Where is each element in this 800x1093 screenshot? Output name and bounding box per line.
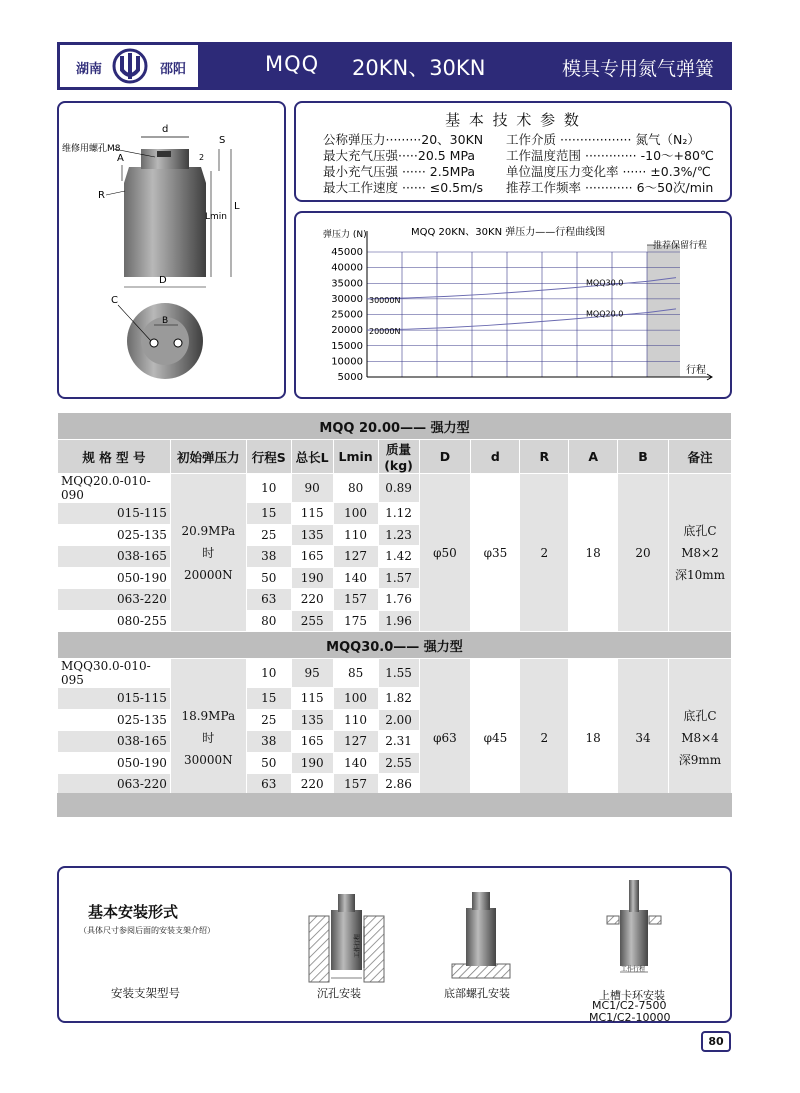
note-line: 深10mm [674,567,726,582]
value-cell: 100 [333,688,378,710]
dim-stroke-label: 工作行程 [621,966,646,973]
model-cell: 015-115 [58,503,171,525]
value-cell: 38 [246,546,291,568]
value-cell: 127 [333,731,378,753]
model-cell: 038-165 [58,546,171,568]
dim-2-label: 2 [199,153,205,162]
dim-A-cell: 18 [569,659,618,817]
value-cell: 140 [333,752,378,774]
dim-r-label: R [98,190,105,201]
value-cell: 85 [333,659,378,688]
col-header: Lmin [333,440,378,474]
value-cell: 1.12 [378,503,419,525]
value-cell: 25 [246,709,291,731]
series-start-label: 20000N [369,327,401,337]
value-cell: 115 [291,503,333,525]
method-bottom-thread: 底部螺孔安装 [444,987,510,1000]
value-cell: 25 [246,524,291,546]
dim-d-cell: φ35 [471,474,520,632]
groove-ring-mount-diagram [607,880,661,973]
dim-D-cell: φ50 [419,474,471,632]
value-cell: 157 [333,774,378,796]
page-number: 80 [701,1031,731,1052]
note-cell [669,474,732,632]
spec-right-3: 推荐工作频率 ············ 6～50次/min [506,180,714,195]
cylinder-shoulder [124,167,206,183]
value-cell: 140 [333,567,378,589]
force-line: 18.9MPa [181,708,236,723]
chart-panel [294,211,732,399]
value-cell: 50 [246,567,291,589]
spec-right-2: 单位温度压力变化率 ······ ±0.3%/℃ [506,164,711,179]
specs-panel [294,101,732,202]
value-cell: 1.23 [378,524,419,546]
note-line: 底孔C [683,708,717,723]
header-force: 20KN、30KN [352,56,486,80]
force-line: 时 [202,730,215,745]
spec-left-2: 最小充气压强 ······ 2.5MPa [323,164,476,179]
value-cell: 115 [291,688,333,710]
header-model: MQQ [265,52,320,76]
y-tick-label: 15000 [331,340,363,352]
note-line: M8×4 [681,730,719,745]
reserve-stroke-area [647,245,680,377]
dim-dia-label: D [159,275,167,286]
force-line: 20.9MPa [181,523,236,538]
value-cell: 38 [246,731,291,753]
dim-c-label: C [111,295,118,306]
install-panel [57,866,732,1023]
dim-d-cell: φ45 [471,659,520,817]
spec-left-3: 最大工作速度 ······ ≤0.5m/s [323,180,484,195]
table-footer-band [57,793,732,817]
logo-text-right: 邵阳 [160,62,187,77]
value-cell: 175 [333,610,378,632]
model-cell: 038-165 [58,731,171,753]
value-cell: 110 [333,524,378,546]
bracket-label: 安装支架型号 [111,986,180,1000]
dim-s-label: S [219,135,226,146]
value-cell: 90 [291,474,333,503]
cylinder-body [124,183,206,277]
col-header: A [569,440,618,474]
method-groove-code-1: MC1/C2-10000 [589,1011,671,1024]
value-cell: 63 [246,774,291,796]
value-cell: 1.76 [378,589,419,611]
dim-B-cell: 34 [618,659,669,817]
header-product-name: 模具专用氮气弹簧 [562,58,715,80]
series-name-label: MQQ30.0 [586,278,624,288]
series-start-label: 30000N [369,295,401,305]
spec-table [57,412,732,817]
chart-title: MQQ 20KN、30KN 弹压力——行程曲线图 [411,227,606,238]
y-tick-label: 25000 [331,309,363,321]
table-row [58,659,732,688]
value-cell: 1.96 [378,610,419,632]
dimension-drawing-panel [57,101,286,399]
value-cell: 255 [291,610,333,632]
bottom-thread-mount-diagram [452,892,510,978]
value-cell: 1.55 [378,659,419,688]
reserve-label: 推荐保留行程 [653,241,708,251]
model-cell: 080-255 [58,610,171,632]
dim-b-label: B [162,316,169,326]
value-cell: 15 [246,688,291,710]
y-tick-label: 5000 [337,372,363,383]
table-row [58,474,732,503]
value-cell: 80 [333,474,378,503]
value-cell: 157 [333,589,378,611]
spec-right-1: 工作温度范围 ············· -10～+80℃ [506,148,714,163]
value-cell: 165 [291,546,333,568]
section-title-20: MQQ 20.00—— 强力型 [58,413,732,440]
value-cell: 165 [291,731,333,753]
value-cell: 80 [246,610,291,632]
force-line: 时 [202,545,215,560]
method-groove-code-0: MC1/C2-7500 [592,999,667,1012]
install-title: 基本安装形式 [88,903,179,921]
value-cell: 190 [291,752,333,774]
thread-label: 维修用螺孔M8 [62,144,121,154]
y-tick-label: 30000 [331,293,363,305]
value-cell: 110 [333,709,378,731]
note-line: 深9mm [678,752,722,767]
value-cell: 135 [291,709,333,731]
col-header: 备注 [669,440,732,474]
col-header: 初始弹压力 [170,440,246,474]
note-line: M8×2 [681,545,719,560]
col-header: R [520,440,569,474]
y-tick-label: 45000 [331,247,363,258]
value-cell: 220 [291,774,333,796]
value-cell: 10 [246,659,291,688]
model-cell: 025-135 [58,709,171,731]
y-tick-label: 40000 [331,262,363,274]
dim-d-label: d [162,124,169,135]
col-header: d [471,440,520,474]
spec-left-1: 最大充气压强·····20.5 MPa [323,148,476,163]
value-cell: 190 [291,567,333,589]
value-cell: 135 [291,524,333,546]
col-header: 质量(kg) [378,440,419,474]
series-name-label: MQQ20.0 [586,309,624,319]
y-axis-label: 弹压力 (N) [323,230,367,240]
logo-text-left: 湖南 [76,62,103,77]
value-cell: 100 [333,503,378,525]
col-header: D [419,440,471,474]
dim-a-label: A [117,153,124,164]
col-header: 总长L [291,440,333,474]
value-cell: 0.89 [378,474,419,503]
model-cell: 063-220 [58,589,171,611]
model-cell: MQQ30.0-010-095 [58,659,171,688]
specs-title: 基 本 技 术 参 数 [445,111,581,129]
dim-A-cell: 18 [569,474,618,632]
value-cell: 95 [291,659,333,688]
model-cell: 025-135 [58,524,171,546]
logo-emblem-icon [112,48,148,84]
value-cell: 10 [246,474,291,503]
y-tick-label: 10000 [331,356,363,368]
dim-R-cell: 2 [520,659,569,817]
col-header: 规 格 型 号 [58,440,171,474]
note-line: 底孔C [683,523,717,538]
value-cell: 1.82 [378,688,419,710]
install-subtitle: （具体尺寸参阅后面的安装支架介绍） [79,926,215,935]
section-title-30: MQQ30.0—— 强力型 [58,632,732,659]
value-cell: 50 [246,752,291,774]
dim-l-label: L [234,201,240,212]
spec-left-0: 公称弹压力·········20、30KN [323,132,484,147]
value-cell: 127 [333,546,378,568]
value-cell: 2.55 [378,752,419,774]
value-cell: 2.86 [378,774,419,796]
force-line: 20000N [183,567,233,582]
model-cell: 050-190 [58,752,171,774]
force-stroke-chart [296,213,730,397]
model-cell: MQQ20.0-010-090 [58,474,171,503]
dim-lmin-label: Lmin [205,212,227,222]
value-cell: 1.57 [378,567,419,589]
dim-B-cell: 20 [618,474,669,632]
x-axis-label: 行程 [686,365,706,376]
y-tick-label: 35000 [331,278,363,290]
dim-R-cell: 2 [520,474,569,632]
model-cell: 063-220 [58,774,171,796]
value-cell: 15 [246,503,291,525]
y-tick-label: 20000 [331,325,363,337]
company-logo [59,44,199,88]
counterbore-mount-diagram [309,894,384,982]
value-cell: 2.31 [378,731,419,753]
model-cell: 050-190 [58,567,171,589]
value-cell: 220 [291,589,333,611]
model-cell: 015-115 [58,688,171,710]
spec-right-0: 工作介质 ·················· 氮气（N₂） [506,132,700,147]
col-header: B [618,440,669,474]
value-cell: 1.42 [378,546,419,568]
value-cell: 2.00 [378,709,419,731]
method-groove-ring: 上槽卡环安装 [599,989,665,1002]
svg-text:工作行程: 工作行程 [354,933,361,958]
force-line: 30000N [183,752,233,767]
value-cell: 63 [246,589,291,611]
col-header: 行程S [246,440,291,474]
method-counterbore: 沉孔安装 [317,987,361,1000]
dim-D-cell: φ63 [419,659,471,817]
initial-force-cell [170,474,246,632]
